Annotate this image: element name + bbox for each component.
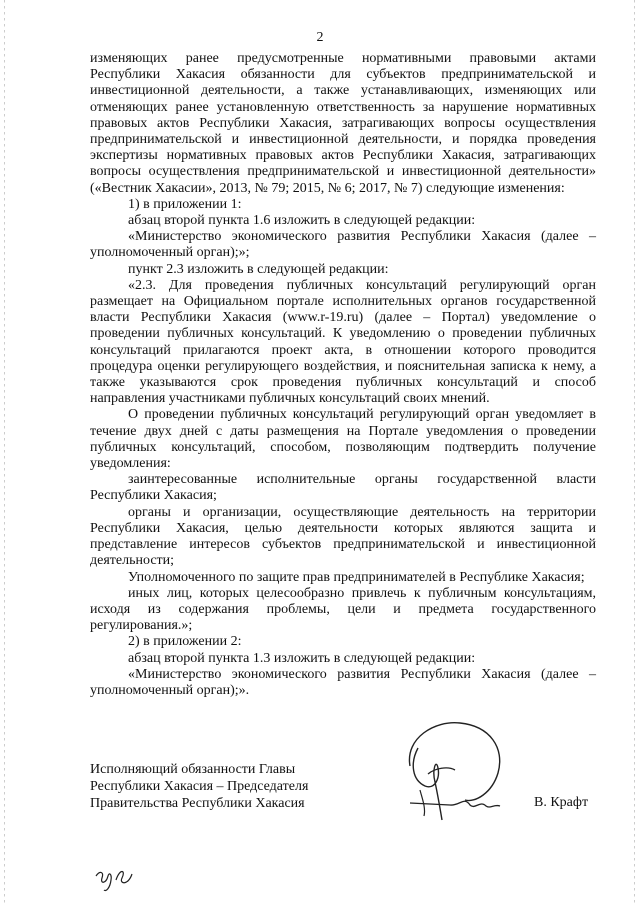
paragraph: «2.3. Для проведения публичных консультаций регулирующий орган размещает на Официальном портале исполнительных органов государственной власти Республики Хакасия (www.r-19.ru) (далее – Портал) уведомление о проведении публичных консультаций. К уведомлению о проведении публичных консультаций прилагаются проект акта, в отношении которого проводится процедура оценки регулирующего воздействия, и пояснительная записка к нему, а также указываются срок проведения публичных консультаций и способ направления участниками публичных консультаций своих мнений. — [90, 277, 596, 407]
paragraph: 1) в приложении 1: — [128, 196, 242, 212]
signatory-line: Исполняющий обязанности Главы — [90, 762, 296, 777]
paragraph: пункт 2.3 изложить в следующей редакции: — [128, 261, 389, 277]
document-body — [90, 51, 596, 699]
handwritten-signature — [380, 708, 540, 828]
paragraph: органы и организации, осуществляющие деятельность на территории Республики Хакасия, целью деятельности которых являются защита и представление интересов субъектов предпринимательской и инвестиционной деятельности; — [90, 504, 596, 569]
handwritten-initials — [92, 862, 142, 894]
right-margin-edge — [634, 0, 635, 905]
paragraph: абзац второй пункта 1.3 изложить в следующей редакции: — [128, 650, 476, 666]
signatory-line: Правительства Республики Хакасия — [90, 796, 305, 811]
paragraph: 2) в приложении 2: — [128, 634, 242, 650]
signatory-line: Республики Хакасия – Председателя — [90, 779, 309, 794]
left-margin-edge — [4, 0, 5, 905]
paragraph: иных лиц, которых целесообразно привлечь к публичным консультациям, исходя из содержания проблемы, цели и предмета государственного регулирования.»; — [90, 585, 596, 634]
signatory-title — [90, 761, 308, 812]
paragraph: «Министерство экономического развития Республики Хакасия (далее – уполномоченный орган);». — [90, 666, 596, 698]
paragraph: Уполномоченного по защите прав предпринимателей в Республике Хакасия; — [128, 569, 585, 585]
paragraph: изменяющих ранее предусмотренные нормативными правовыми актами Республики Хакасия обязанности для субъектов предпринимательской и инвестиционной деятельности, а также устанавливающих, изменяющих или отменяющих ранее установленную ответственность за нарушение нормативных правовых актов Республики Хакасия, затрагивающих вопросы осуществления предпринимательской и инвестиционной деятельности, и порядка проведения экспертизы нормативных правовых актов Республики Хакасия, затрагивающих вопросы осуществления предпринимательской и инвестиционной деятельности» («Вестник Хакасии», 2013, № 79; 2015, № 6; 2017, № 7) следующие изменения: — [90, 51, 596, 196]
paragraph: «Министерство экономического развития Республики Хакасия (далее – уполномоченный орган);»; — [90, 229, 596, 261]
signatory-name: В. Крафт — [534, 795, 589, 810]
page-number: 2 — [316, 30, 324, 45]
paragraph: О проведении публичных консультаций регулирующий орган уведомляет в течение двух дней с даты размещения на Портале уведомления о проведении публичных консультаций, способом, позволяющим подтвердить получение уведомления: — [90, 407, 596, 472]
paragraph: абзац второй пункта 1.6 изложить в следующей редакции: — [128, 213, 476, 229]
paragraph: заинтересованные исполнительные органы государственной власти Республики Хакасия; — [90, 472, 596, 504]
